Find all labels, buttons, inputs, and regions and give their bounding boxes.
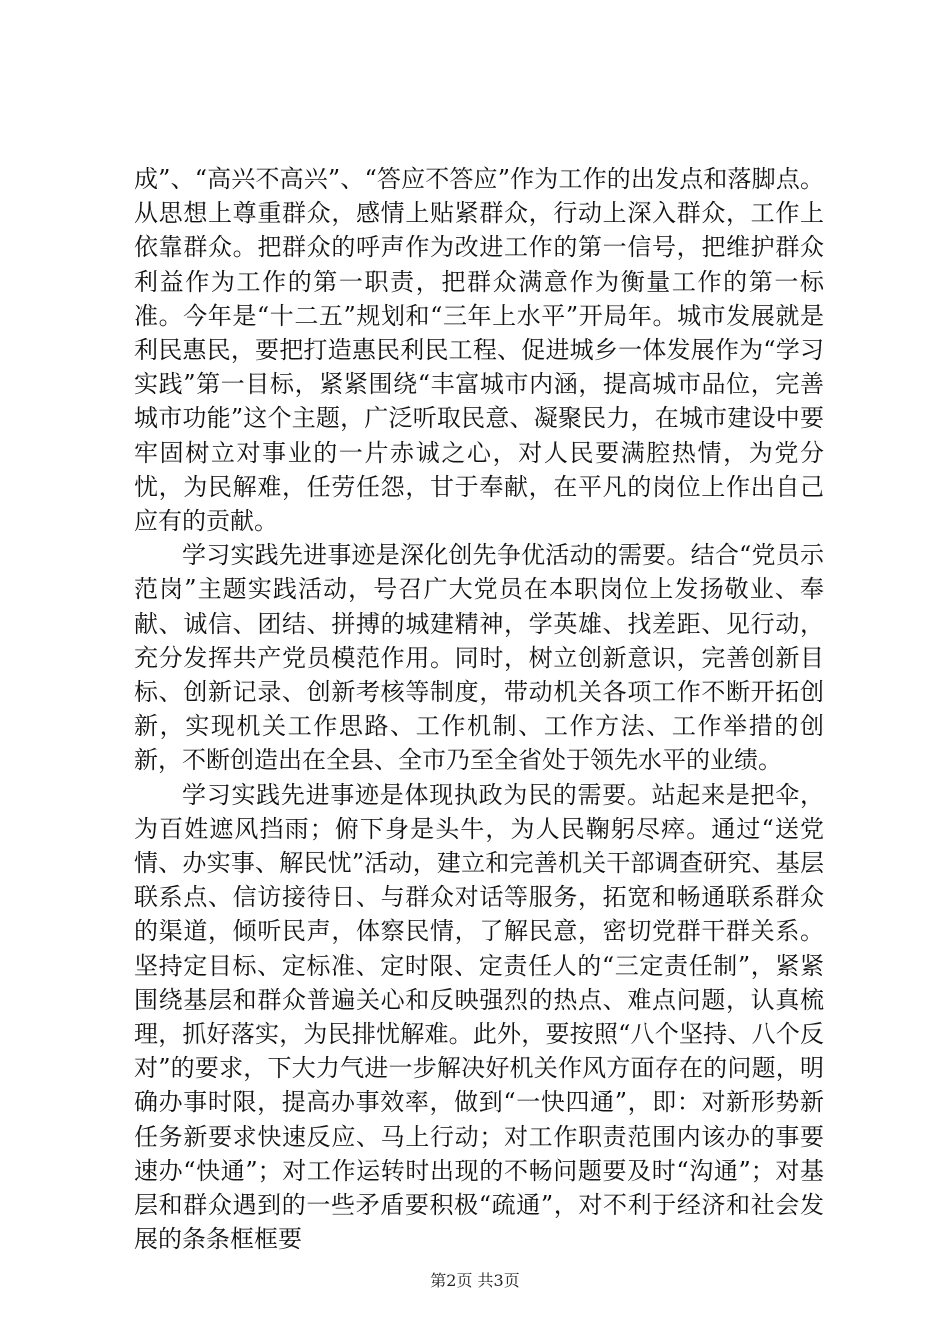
- page-footer: 第2页 共3页: [430, 1271, 520, 1290]
- paragraph-1: 成”、“高兴不高兴”、“答应不答应”作为工作的出发点和落脚点。从思想上尊重群众，感情上贴紧群众，行动上深入群众，工作上依靠群众。把群众的呼声作为改进工作的第一信号，把维护群众利益作为工作的第一职责，把群众满意作为衡量工作的第一标准。今年是“十二五”规划和“三年上水平”开局年。城市发展就是利民惠民，要把打造惠民利民工程、促进城乡一体发展作为“学习实践”第一目标，紧紧围绕“丰富城市内涵，提高城市品位，完善城市功能”这个主题，广泛听取民意、凝聚民力，在城市建设中要牢固树立对事业的一片赤诚之心，对人民要满腔热情，为党分忧，为民解难，任劳任怨，甘于奉献，在平凡的岗位上作出自己应有的贡献。: [134, 165, 824, 536]
- paragraph-3: 学习实践先进事迹是体现执政为民的需要。站起来是把伞，为百姓遮风挡雨；俯下身是头牛，为人民鞠躬尽瘁。通过“送党情、办实事、解民忧”活动，建立和完善机关干部调查研究、基层联系点、信访接待日、与群众对话等服务，拓宽和畅通联系群众的渠道，倾听民声，体察民情，了解民意，密切党群干群关系。坚持定目标、定标准、定时限、定责任人的“三定责任制”，紧紧围绕基层和群众普遍关心和反映强烈的热点、难点问题，认真梳理，抓好落实，为民排忧解难。此外，要按照“八个坚持、八个反对”的要求，下大力气进一步解决好机关作风方面存在的问题，明确办事时限，提高办事效率，做到“一快四通”，即：对新形势新任务新要求快速反应、马上行动；对工作职责范围内该办的事要速办“快通”；对工作运转时出现的不畅问题要及时“沟通”；对基层和群众遇到的一些矛盾要积极“疏通”，对不利于经济和社会发展的条条框框要: [134, 780, 824, 1254]
- document-body: [134, 162, 824, 1257]
- paragraph-2: 学习实践先进事迹是深化创先争优活动的需要。结合“党员示范岗”主题实践活动，号召广大党员在本职岗位上发扬敬业、奉献、诚信、团结、拼搏的城建精神，学英雄、找差距、见行动，充分发挥共产党员模范作用。同时，树立创新意识，完善创新目标、创新记录、创新考核等制度，带动机关各项工作不断开拓创新，实现机关工作思路、工作机制、工作方法、工作举措的创新，不断创造出在全县、全市乃至全省处于领先水平的业绩。: [134, 541, 824, 775]
